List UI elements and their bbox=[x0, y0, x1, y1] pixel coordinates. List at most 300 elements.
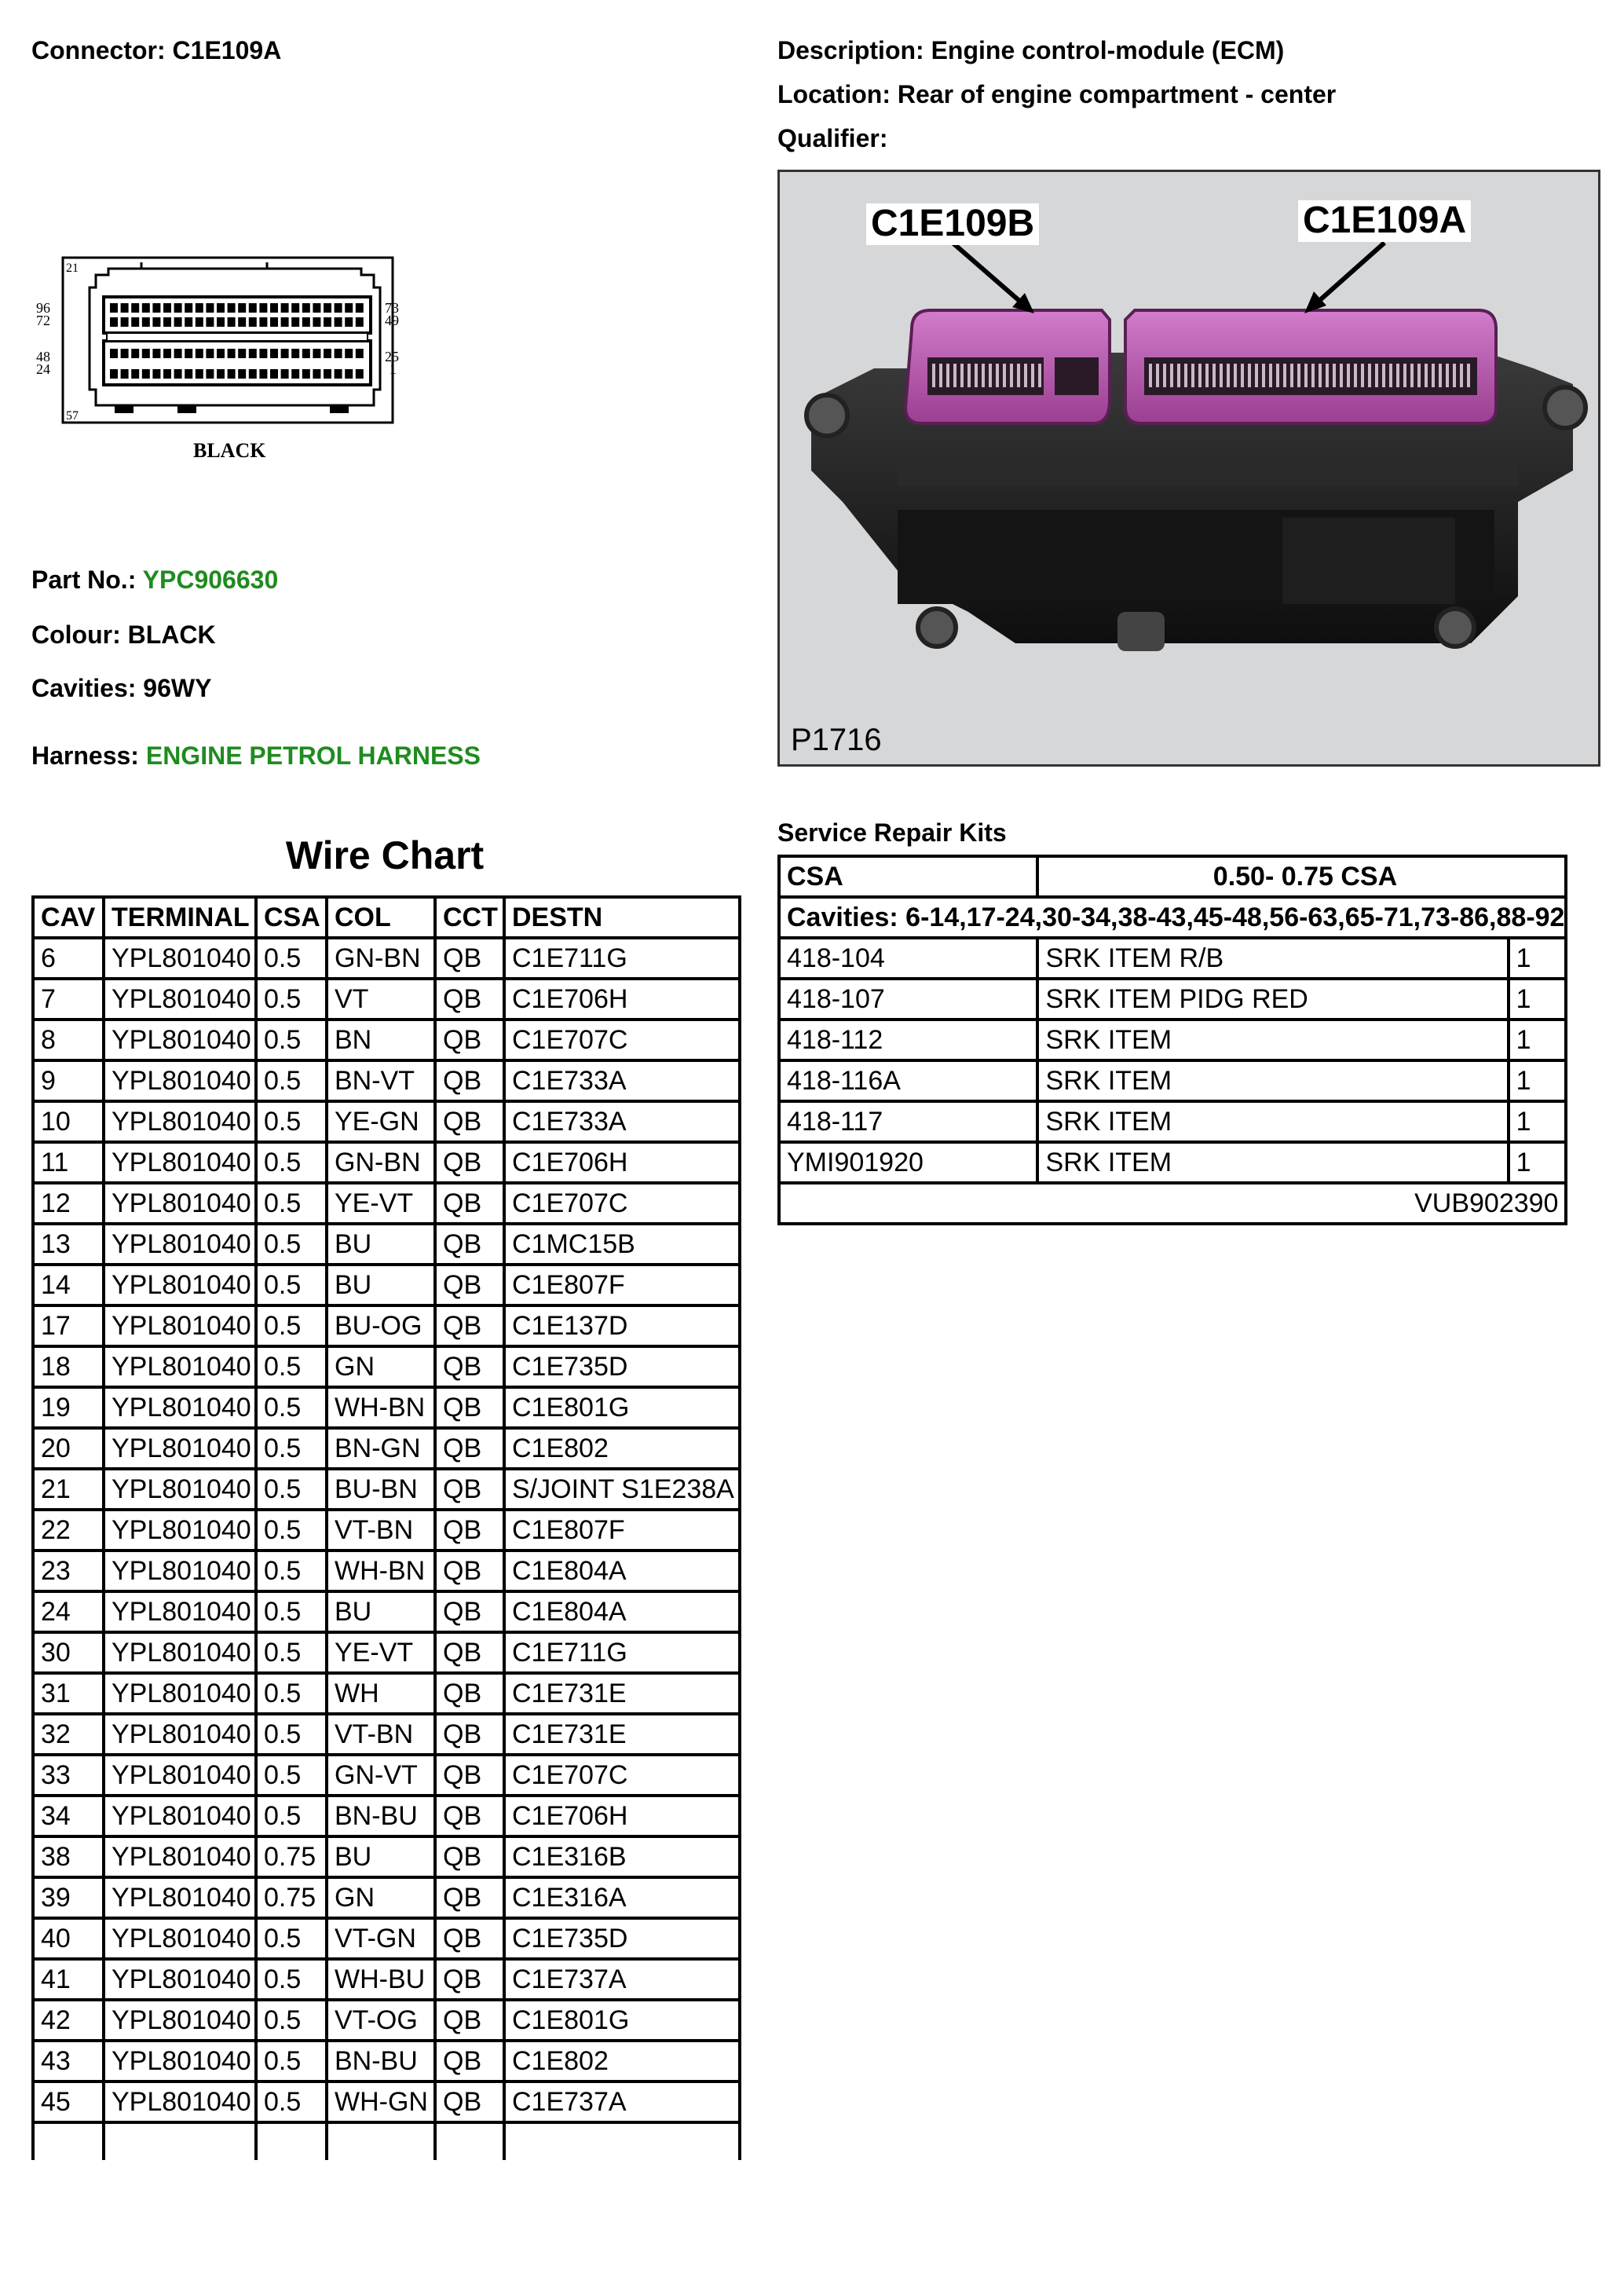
photo-label-c1e109b: C1E109B bbox=[866, 203, 1039, 245]
cell-destn: C1E731E bbox=[504, 1673, 740, 1714]
cell-cct: QB bbox=[435, 1469, 504, 1510]
cell-terminal: YPL801040 bbox=[104, 979, 256, 1020]
table-row bbox=[33, 1632, 740, 1673]
pin-cavity bbox=[335, 369, 342, 379]
photo-pin bbox=[1311, 364, 1315, 387]
pin-cavity bbox=[259, 303, 267, 313]
connector-field bbox=[31, 38, 281, 63]
cell-col: BN-BU bbox=[327, 1796, 435, 1836]
cell-cct: QB bbox=[435, 1346, 504, 1387]
cell-destn: C1E711G bbox=[504, 938, 740, 979]
cell-cct: QB bbox=[435, 1959, 504, 2000]
cell-csa: 0.5 bbox=[256, 2000, 327, 2041]
pin-cavity bbox=[270, 369, 278, 379]
table-row bbox=[33, 1224, 740, 1265]
cell-cav: 10 bbox=[33, 1101, 104, 1142]
cell-destn: C1E707C bbox=[504, 1183, 740, 1224]
pin-cavity bbox=[324, 317, 331, 327]
pin-cavity bbox=[238, 303, 246, 313]
cell-terminal: YPL801040 bbox=[104, 1101, 256, 1142]
pin-cavity bbox=[356, 349, 364, 358]
srk-cavities-line: Cavities: 6-14,17-24,30-34,38-43,45-48,56-63,65-71,73-86,88-92 bbox=[779, 897, 1566, 938]
description-value: Engine control-module (ECM) bbox=[931, 36, 1285, 64]
srk-kit-row bbox=[779, 1060, 1566, 1101]
colour-value: BLACK bbox=[127, 621, 216, 649]
pin-cavity bbox=[270, 303, 278, 313]
connector-colour-caption: BLACK bbox=[193, 439, 266, 462]
pin-cavity bbox=[228, 317, 236, 327]
photo-pin bbox=[982, 364, 985, 387]
pin-cavity bbox=[249, 303, 257, 313]
photo-pin bbox=[1403, 364, 1406, 387]
cell-destn: C1E707C bbox=[504, 1020, 740, 1060]
pin-cavity bbox=[324, 369, 331, 379]
cell-destn: C1E801G bbox=[504, 1387, 740, 1428]
pin-cavity bbox=[249, 369, 257, 379]
photo-pin bbox=[1269, 364, 1272, 387]
table-row bbox=[33, 1959, 740, 2000]
pin-cavity bbox=[142, 369, 150, 379]
kit-part: YMI901920 bbox=[779, 1142, 1037, 1183]
cell-col: GN-VT bbox=[327, 1755, 435, 1796]
pin-cavity bbox=[335, 303, 342, 313]
cell-col: VT-BN bbox=[327, 1510, 435, 1551]
cell-csa: 0.5 bbox=[256, 1551, 327, 1591]
cell-destn: C1E801G bbox=[504, 2000, 740, 2041]
pin-cavity bbox=[163, 317, 171, 327]
cell-terminal: YPL801040 bbox=[104, 1918, 256, 1959]
photo-label-c1e109a: C1E109A bbox=[1298, 200, 1471, 242]
pin-cavity bbox=[281, 369, 289, 379]
kit-description: SRK ITEM bbox=[1037, 1142, 1508, 1183]
cell-terminal: YPL801040 bbox=[104, 1224, 256, 1265]
table-row bbox=[33, 938, 740, 979]
pin-label-25: 25 bbox=[385, 349, 399, 364]
cell-cct: QB bbox=[435, 1591, 504, 1632]
cell-terminal: YPL801040 bbox=[104, 1142, 256, 1183]
pin-label-96: 96 bbox=[36, 300, 50, 316]
cell-terminal: YPL801040 bbox=[104, 1959, 256, 2000]
pin-cavity bbox=[196, 303, 203, 313]
photo-pin bbox=[953, 364, 956, 387]
pin-cavity bbox=[131, 303, 139, 313]
pin-cavity bbox=[206, 317, 214, 327]
cell-col: BN-GN bbox=[327, 1428, 435, 1469]
photo-pin bbox=[1382, 364, 1385, 387]
cell-cav: 30 bbox=[33, 1632, 104, 1673]
photo-pin bbox=[932, 364, 935, 387]
table-row bbox=[33, 1265, 740, 1305]
pin-cavity bbox=[121, 317, 129, 327]
pin-cavity bbox=[302, 349, 310, 358]
col-header-csa: CSA bbox=[256, 897, 327, 938]
pin-cavity bbox=[259, 369, 267, 379]
pin-cavity bbox=[281, 303, 289, 313]
cell-cct: QB bbox=[435, 1101, 504, 1142]
pin-label-72: 72 bbox=[36, 313, 50, 328]
cell-cct: QB bbox=[435, 1387, 504, 1428]
kit-description: SRK ITEM bbox=[1037, 1020, 1508, 1060]
cell-destn: C1E735D bbox=[504, 1918, 740, 1959]
cell-terminal: YPL801040 bbox=[104, 1632, 256, 1673]
pin-cavity bbox=[259, 349, 267, 358]
connector-photo-pins bbox=[932, 364, 1470, 387]
cell-csa: 0.5 bbox=[256, 1510, 327, 1551]
table-row bbox=[33, 1673, 740, 1714]
cell-col: BU-BN bbox=[327, 1469, 435, 1510]
table-row bbox=[33, 2041, 740, 2081]
cell-cav: 23 bbox=[33, 1551, 104, 1591]
photo-pin bbox=[1304, 364, 1308, 387]
table-row bbox=[33, 1387, 740, 1428]
photo-pin bbox=[1276, 364, 1279, 387]
cell-col: GN bbox=[327, 1346, 435, 1387]
cell-cav: 33 bbox=[33, 1755, 104, 1796]
col-header-destn: DESTN bbox=[504, 897, 740, 938]
cell-cav: 43 bbox=[33, 2041, 104, 2081]
cell-csa: 0.5 bbox=[256, 1183, 327, 1224]
cell-cct: QB bbox=[435, 1142, 504, 1183]
srk-kit-row bbox=[779, 1020, 1566, 1060]
cell-cct: QB bbox=[435, 1714, 504, 1755]
table-row bbox=[33, 1877, 740, 1918]
cell-cav: 32 bbox=[33, 1714, 104, 1755]
pin-cavity bbox=[185, 303, 192, 313]
srk-cavities-row bbox=[779, 897, 1566, 938]
col-header-cav: CAV bbox=[33, 897, 104, 938]
part-no-field bbox=[31, 567, 278, 592]
cell-terminal: YPL801040 bbox=[104, 1673, 256, 1714]
cell-csa: 0.5 bbox=[256, 1265, 327, 1305]
cell-terminal: YPL801040 bbox=[104, 1387, 256, 1428]
cell-terminal: YPL801040 bbox=[104, 1428, 256, 1469]
photo-pin bbox=[1205, 364, 1209, 387]
cell-empty bbox=[327, 2122, 435, 2160]
photo-pin bbox=[1453, 364, 1456, 387]
cell-col: BU bbox=[327, 1591, 435, 1632]
location-value: Rear of engine compartment - center bbox=[897, 80, 1337, 108]
table-row bbox=[33, 1346, 740, 1387]
cell-col: YE-VT bbox=[327, 1632, 435, 1673]
pin-cavity bbox=[206, 369, 214, 379]
photo-pin bbox=[1425, 364, 1428, 387]
photo-pin bbox=[1177, 364, 1180, 387]
cell-terminal: YPL801040 bbox=[104, 1796, 256, 1836]
cell-csa: 0.5 bbox=[256, 1428, 327, 1469]
cell-destn: C1E807F bbox=[504, 1265, 740, 1305]
cell-cav: 24 bbox=[33, 1591, 104, 1632]
cell-csa: 0.5 bbox=[256, 1224, 327, 1265]
cell-destn: C1E804A bbox=[504, 1551, 740, 1591]
col-header-col: COL bbox=[327, 897, 435, 938]
pin-cavity bbox=[270, 349, 278, 358]
photo-pin bbox=[996, 364, 999, 387]
cell-cav: 22 bbox=[33, 1510, 104, 1551]
harness-field bbox=[31, 743, 481, 768]
table-row bbox=[33, 1551, 740, 1591]
srk-kit-row bbox=[779, 938, 1566, 979]
cell-col: VT-BN bbox=[327, 1714, 435, 1755]
pin-cavity bbox=[345, 369, 353, 379]
pin-cavity bbox=[152, 303, 160, 313]
cell-csa: 0.5 bbox=[256, 2081, 327, 2122]
pin-cavity bbox=[121, 369, 129, 379]
photo-pin bbox=[1213, 364, 1216, 387]
cell-empty bbox=[256, 2122, 327, 2160]
cell-csa: 0.5 bbox=[256, 1142, 327, 1183]
pin-cavity bbox=[291, 303, 299, 313]
cell-cav: 31 bbox=[33, 1673, 104, 1714]
cell-terminal: YPL801040 bbox=[104, 1469, 256, 1510]
cell-cav: 21 bbox=[33, 1469, 104, 1510]
cell-col: GN bbox=[327, 1877, 435, 1918]
pin-cavity bbox=[324, 349, 331, 358]
photo-pin bbox=[1191, 364, 1194, 387]
photo-pin bbox=[1439, 364, 1442, 387]
pin-cavity bbox=[313, 369, 320, 379]
pin-cavity bbox=[356, 369, 364, 379]
qualifier-label: Qualifier: bbox=[777, 124, 888, 152]
table-row bbox=[33, 1836, 740, 1877]
kit-qty: 1 bbox=[1509, 1020, 1567, 1060]
photo-pin bbox=[1319, 364, 1322, 387]
table-row bbox=[33, 1060, 740, 1101]
cell-terminal: YPL801040 bbox=[104, 1551, 256, 1591]
cell-destn: S/JOINT S1E238A bbox=[504, 1469, 740, 1510]
pin-cavity bbox=[163, 349, 171, 358]
photo-pin bbox=[1184, 364, 1187, 387]
cell-col: BN-VT bbox=[327, 1060, 435, 1101]
part-no-value[interactable]: YPC906630 bbox=[142, 566, 279, 594]
photo-pin bbox=[1410, 364, 1414, 387]
cell-cct: QB bbox=[435, 1060, 504, 1101]
pin-cavity bbox=[174, 369, 182, 379]
cell-csa: 0.5 bbox=[256, 1959, 327, 2000]
cell-cct: QB bbox=[435, 1305, 504, 1346]
srk-csa-label: CSA bbox=[779, 856, 1037, 897]
pin-cavity bbox=[217, 317, 225, 327]
photo-pin bbox=[989, 364, 992, 387]
pin-label-73: 73 bbox=[385, 300, 399, 316]
photo-pin bbox=[1163, 364, 1166, 387]
photo-pin bbox=[1149, 364, 1152, 387]
photo-pin bbox=[1460, 364, 1463, 387]
cell-terminal: YPL801040 bbox=[104, 2041, 256, 2081]
pin-cavity bbox=[152, 369, 160, 379]
cell-cav: 34 bbox=[33, 1796, 104, 1836]
kit-description: SRK ITEM R/B bbox=[1037, 938, 1508, 979]
cell-terminal: YPL801040 bbox=[104, 1591, 256, 1632]
cell-terminal: YPL801040 bbox=[104, 1183, 256, 1224]
colour-label: Colour: bbox=[31, 621, 121, 649]
pin-cavity bbox=[345, 317, 353, 327]
srk-kit-row bbox=[779, 979, 1566, 1020]
pin-cavity bbox=[313, 349, 320, 358]
col-header-terminal: TERMINAL bbox=[104, 897, 256, 938]
cell-cct: QB bbox=[435, 1020, 504, 1060]
pin-cavity bbox=[174, 317, 182, 327]
pin-label-48: 48 bbox=[36, 349, 50, 364]
photo-pin bbox=[1220, 364, 1223, 387]
cell-cct: QB bbox=[435, 1755, 504, 1796]
cavities-value: 96WY bbox=[143, 674, 212, 702]
photo-pin bbox=[946, 364, 949, 387]
pin-cavity bbox=[217, 369, 225, 379]
table-row bbox=[33, 1714, 740, 1755]
photo-pin bbox=[1396, 364, 1399, 387]
pin-cavity bbox=[324, 303, 331, 313]
pin-cavity bbox=[228, 369, 236, 379]
cell-cav: 40 bbox=[33, 1918, 104, 1959]
cell-destn: C1E711G bbox=[504, 1632, 740, 1673]
pin-cavity bbox=[302, 303, 310, 313]
pin-label-57: 57 bbox=[66, 409, 79, 423]
photo-pin bbox=[1297, 364, 1300, 387]
cell-cct: QB bbox=[435, 938, 504, 979]
cell-destn: C1E706H bbox=[504, 1142, 740, 1183]
harness-value[interactable]: ENGINE PETROL HARNESS bbox=[145, 741, 481, 770]
cell-cav: 8 bbox=[33, 1020, 104, 1060]
location-label: Location: bbox=[777, 80, 891, 108]
pin-cavity bbox=[313, 317, 320, 327]
photo-pin bbox=[1262, 364, 1265, 387]
table-row bbox=[33, 1101, 740, 1142]
table-row bbox=[33, 1183, 740, 1224]
photo-pin bbox=[1234, 364, 1237, 387]
table-row bbox=[33, 1510, 740, 1551]
ecm-illustration bbox=[780, 172, 1598, 764]
pin-cavity bbox=[291, 349, 299, 358]
cell-csa: 0.5 bbox=[256, 1060, 327, 1101]
cell-terminal: YPL801040 bbox=[104, 1877, 256, 1918]
pin-cavity bbox=[110, 303, 118, 313]
cell-destn: C1E802 bbox=[504, 1428, 740, 1469]
photo-pin bbox=[1038, 364, 1041, 387]
cell-destn: C1E707C bbox=[504, 1755, 740, 1796]
table-row bbox=[33, 979, 740, 1020]
cell-col: GN-BN bbox=[327, 1142, 435, 1183]
photo-pin bbox=[1417, 364, 1421, 387]
cell-destn: C1E807F bbox=[504, 1510, 740, 1551]
cell-cav: 38 bbox=[33, 1836, 104, 1877]
ecm-location-photo bbox=[777, 170, 1600, 767]
cell-terminal: YPL801040 bbox=[104, 1265, 256, 1305]
cell-csa: 0.5 bbox=[256, 1714, 327, 1755]
cell-cav: 20 bbox=[33, 1428, 104, 1469]
cell-cav: 17 bbox=[33, 1305, 104, 1346]
pin-cavity bbox=[121, 349, 129, 358]
cell-col: VT-GN bbox=[327, 1918, 435, 1959]
kit-qty: 1 bbox=[1509, 979, 1567, 1020]
cell-csa: 0.5 bbox=[256, 2041, 327, 2081]
pin-cavity bbox=[345, 349, 353, 358]
cell-csa: 0.5 bbox=[256, 979, 327, 1020]
cell-col: VT-OG bbox=[327, 2000, 435, 2041]
pin-cavity bbox=[196, 349, 203, 358]
table-row bbox=[33, 1918, 740, 1959]
kit-description: SRK ITEM PIDG RED bbox=[1037, 979, 1508, 1020]
cell-csa: 0.5 bbox=[256, 938, 327, 979]
location-field bbox=[777, 82, 1336, 107]
col-header-cct: CCT bbox=[435, 897, 504, 938]
table-row bbox=[33, 1755, 740, 1796]
connector-label: Connector: bbox=[31, 36, 166, 64]
cell-col: BU-OG bbox=[327, 1305, 435, 1346]
cell-terminal: YPL801040 bbox=[104, 938, 256, 979]
pin-label-24: 24 bbox=[36, 361, 50, 377]
pin-cavity bbox=[228, 303, 236, 313]
cell-col: BN bbox=[327, 1020, 435, 1060]
srk-csa-value: 0.50- 0.75 CSA bbox=[1037, 856, 1566, 897]
pin-cavity bbox=[302, 369, 310, 379]
pin-cavity bbox=[206, 349, 214, 358]
cell-col: BU bbox=[327, 1836, 435, 1877]
connector-value: C1E109A bbox=[172, 36, 282, 64]
photo-code: P1716 bbox=[791, 723, 882, 757]
cell-csa: 0.5 bbox=[256, 1469, 327, 1510]
photo-pin bbox=[1170, 364, 1173, 387]
photo-pin bbox=[1017, 364, 1020, 387]
cell-cct: QB bbox=[435, 2041, 504, 2081]
pin-cavity bbox=[131, 317, 139, 327]
cell-csa: 0.5 bbox=[256, 1632, 327, 1673]
cell-destn: C1E733A bbox=[504, 1060, 740, 1101]
pin-cavity bbox=[356, 303, 364, 313]
pin-cavity bbox=[206, 303, 214, 313]
pin-cavity bbox=[110, 317, 118, 327]
pin-label-21: 21 bbox=[66, 262, 79, 275]
pin-cavity bbox=[163, 303, 171, 313]
pin-cavity bbox=[228, 349, 236, 358]
cell-cav: 45 bbox=[33, 2081, 104, 2122]
pin-cavity bbox=[185, 349, 192, 358]
cell-csa: 0.5 bbox=[256, 1591, 327, 1632]
cell-cav: 41 bbox=[33, 1959, 104, 2000]
srk-kit-number: VUB902390 bbox=[779, 1183, 1566, 1224]
pin-cavity bbox=[110, 369, 118, 379]
photo-pin bbox=[1340, 364, 1343, 387]
qualifier-field bbox=[777, 126, 887, 151]
cell-cav: 9 bbox=[33, 1060, 104, 1101]
pin-cavity bbox=[196, 369, 203, 379]
cell-col: WH-BN bbox=[327, 1387, 435, 1428]
photo-pin bbox=[1432, 364, 1435, 387]
table-row bbox=[33, 1591, 740, 1632]
pin-cavity bbox=[291, 369, 299, 379]
cell-cct: QB bbox=[435, 1673, 504, 1714]
pin-cavity bbox=[217, 303, 225, 313]
cell-csa: 0.75 bbox=[256, 1877, 327, 1918]
pin-cavity bbox=[174, 349, 182, 358]
cell-empty bbox=[435, 2122, 504, 2160]
pin-cavity bbox=[345, 303, 353, 313]
cell-csa: 0.75 bbox=[256, 1836, 327, 1877]
photo-pin bbox=[1283, 364, 1286, 387]
cell-cct: QB bbox=[435, 1836, 504, 1877]
photo-pin bbox=[1368, 364, 1371, 387]
cell-destn: C1E804A bbox=[504, 1591, 740, 1632]
srk-title: Service Repair Kits bbox=[777, 818, 1007, 847]
table-row bbox=[33, 1020, 740, 1060]
cell-cct: QB bbox=[435, 2081, 504, 2122]
cavities-field bbox=[31, 676, 211, 701]
srk-kit-row bbox=[779, 1101, 1566, 1142]
cell-cav: 19 bbox=[33, 1387, 104, 1428]
cell-col: BU bbox=[327, 1265, 435, 1305]
cell-terminal: YPL801040 bbox=[104, 1755, 256, 1796]
cell-cct: QB bbox=[435, 1877, 504, 1918]
cell-csa: 0.5 bbox=[256, 1796, 327, 1836]
